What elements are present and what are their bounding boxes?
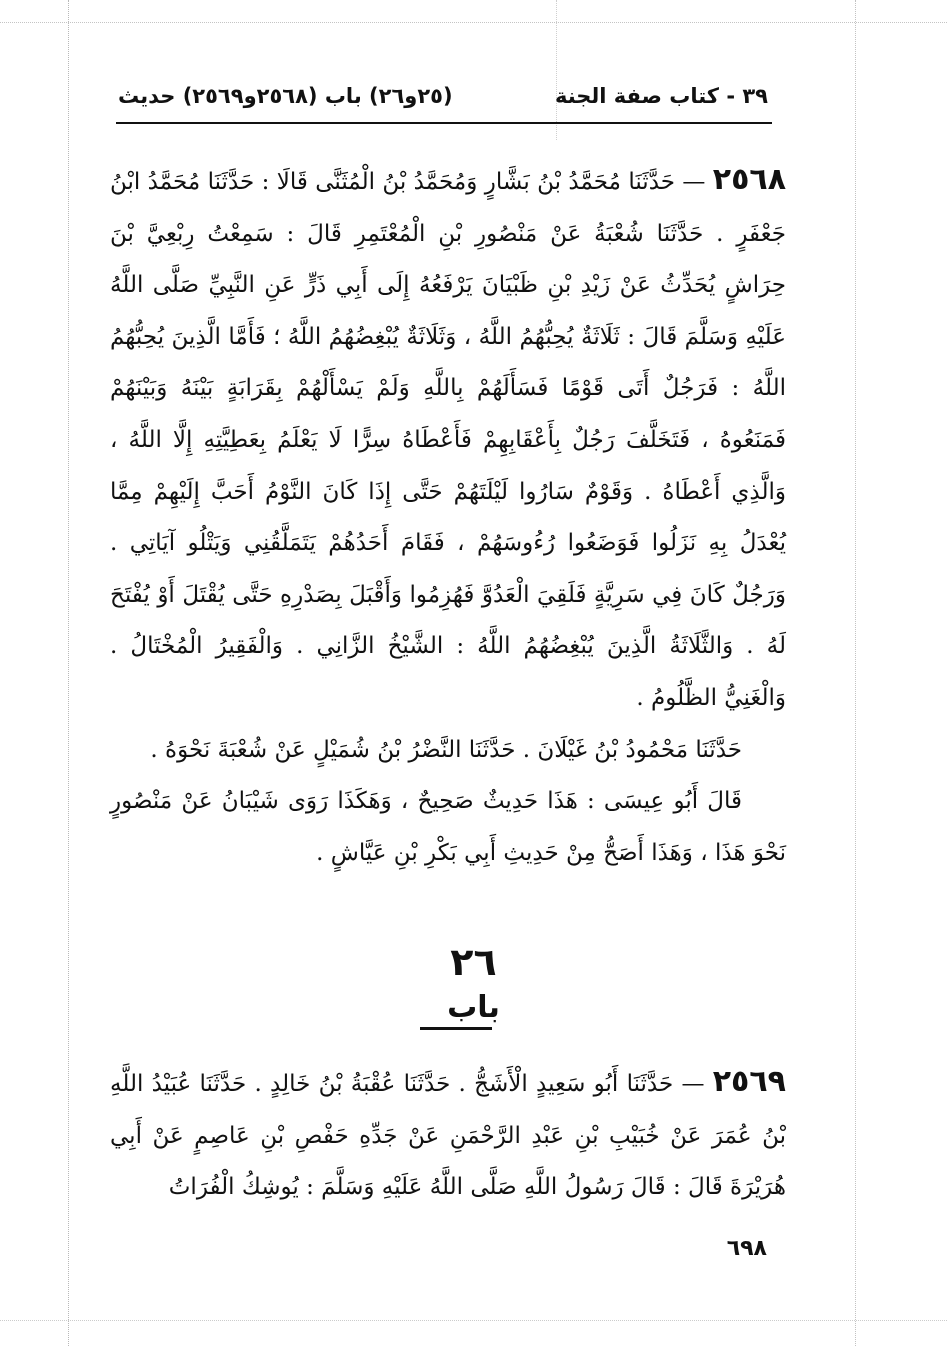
chapter-number: ٢٦	[450, 940, 497, 984]
hadith-2568	[110, 154, 786, 879]
hadith-2569	[110, 1056, 786, 1214]
scan-artifact-line	[0, 22, 947, 23]
hadith-text: حَدَّثَنَا أَبُو سَعِيدٍ الْأَشَجُّ . حَدَّثَنَا عُقْبَةُ بْنُ خَالِدٍ . حَدَّثَنَا عُبَيْدُ اللَّهِ بْنُ عُمَرَ عَنْ خُبَيْبِ بْنِ عَبْدِ الرَّحْمَنِ عَنْ جَدِّهِ حَفْصِ بْنِ عَاصِمٍ عَنْ أَبِي هُرَيْرَةَ قَالَ : قَالَ رَسُولُ اللَّهِ صَلَّى اللَّهُ عَلَيْهِ وَسَلَّمَ : يُوشِكُ الْفُرَاتُ	[110, 1071, 786, 1201]
header-rule	[116, 122, 772, 124]
chapter-title: باب	[447, 990, 500, 1025]
chapter-rule	[420, 1027, 492, 1030]
hadith-dash: —	[674, 169, 706, 195]
scan-artifact-line	[0, 1320, 947, 1321]
hadith-chain: حَدَّثَنَا مَحْمُودُ بْنُ غَيْلَانَ . حَدَّثَنَا النَّضْرُ بْنُ شُمَيْلٍ عَنْ شُعْبَةَ نَحْوَهُ .	[150, 736, 742, 763]
hadith-body	[110, 154, 786, 725]
hadith-body	[110, 1056, 786, 1214]
header-book-title: ٣٩ - كتاب صفة الجنة	[554, 84, 768, 108]
scan-artifact-line	[68, 0, 69, 1346]
hadith-number: ٢٥٦٩	[712, 1064, 786, 1099]
hadith-number: ٢٥٦٨	[712, 162, 787, 197]
header-chapter-range: (٢٥و٢٦) باب (٢٥٦٨و٢٥٦٩) حديث	[118, 84, 453, 108]
hadith-dash: —	[673, 1071, 705, 1097]
page-number: ٦٩٨	[726, 1236, 767, 1261]
scan-artifact-line	[855, 0, 856, 1346]
hadith-grading: قَالَ أَبُو عِيسَى : هَذَا حَدِيثٌ صَحِيحٌ ، وَهَكَذَا رَوَى شَيْبَانُ عَنْ مَنْصُورٍ نَحْوَ هَذَا ، وَهَذَا أَصَحُّ مِنْ حَدِيثِ أَبِي بَكْرِ بْنِ عَيَّاشٍ .	[110, 788, 786, 866]
running-header	[118, 80, 768, 122]
hadith-text: حَدَّثَنَا مُحَمَّدُ بْنُ بَشَّارٍ وَمُحَمَّدُ بْنُ الْمُثَنَّى قَالَا : حَدَّثَنَا مُحَمَّدُ ابْنُ جَعْفَرٍ . حَدَّثَنَا شُعْبَةُ عَنْ مَنْصُورِ بْنِ الْمُعْتَمِرِ قَالَ : سَمِعْتُ رِبْعِيَّ بْنَ حِرَاشٍ يُحَدِّثُ عَنْ زَيْدِ بْنِ ظَبْيَانَ يَرْفَعُهُ إِلَى أَبِي ذَرٍّ عَنِ النَّبِيِّ صَلَّى اللَّهُ عَلَيْهِ وَسَلَّمَ قَالَ : ثَلَاثَةٌ يُحِبُّهُمُ اللَّهُ ، وَثَلَاثَةٌ يُبْغِضُهُمُ اللَّهُ ؛ فَأَمَّا الَّذِينَ يُحِبُّهُمُ اللَّهُ : فَرَجُلٌ أَتَى قَوْمًا فَسَأَلَهُمْ بِاللَّهِ وَلَمْ يَسْأَلْهُمْ بِقَرَابَةٍ بَيْنَهُ وَبَيْنَهُمْ فَمَنَعُوهُ ، فَتَخَلَّفَ رَجُلٌ بِأَعْقَابِهِمْ فَأَعْطَاهُ سِرًّا لَا يَعْلَمُ بِعَطِيَّتِهِ إِلَّا اللَّهُ ، وَالَّذِي أَعْطَاهُ . وَقَوْمٌ سَارُوا لَيْلَتَهُمْ حَتَّى إِذَا كَانَ النَّوْمُ أَحَبَّ إِلَيْهِمْ مِمَّا يُعْدَلُ بِهِ نَزَلُوا فَوَضَعُوا رُءُوسَهُمْ ، فَقَامَ أَحَدُهُمْ يَتَمَلَّقُنِي وَيَتْلُو آيَاتِي . وَرَجُلٌ كَانَ فِي سَرِيَّةٍ فَلَقِيَ الْعَدُوَّ فَهُزِمُوا وَأَقْبَلَ بِصَدْرِهِ حَتَّى يُقْتَلَ أَوْ يُفْتَحَ لَهُ . وَالثَّلَاثَةُ الَّذِينَ يُبْغِضُهُمُ اللَّهُ : الشَّيْخُ الزَّانِي . وَالْفَقِيرُ الْمُخْتَالُ . وَالْغَنِيُّ الظَّلُومُ .	[110, 169, 786, 711]
